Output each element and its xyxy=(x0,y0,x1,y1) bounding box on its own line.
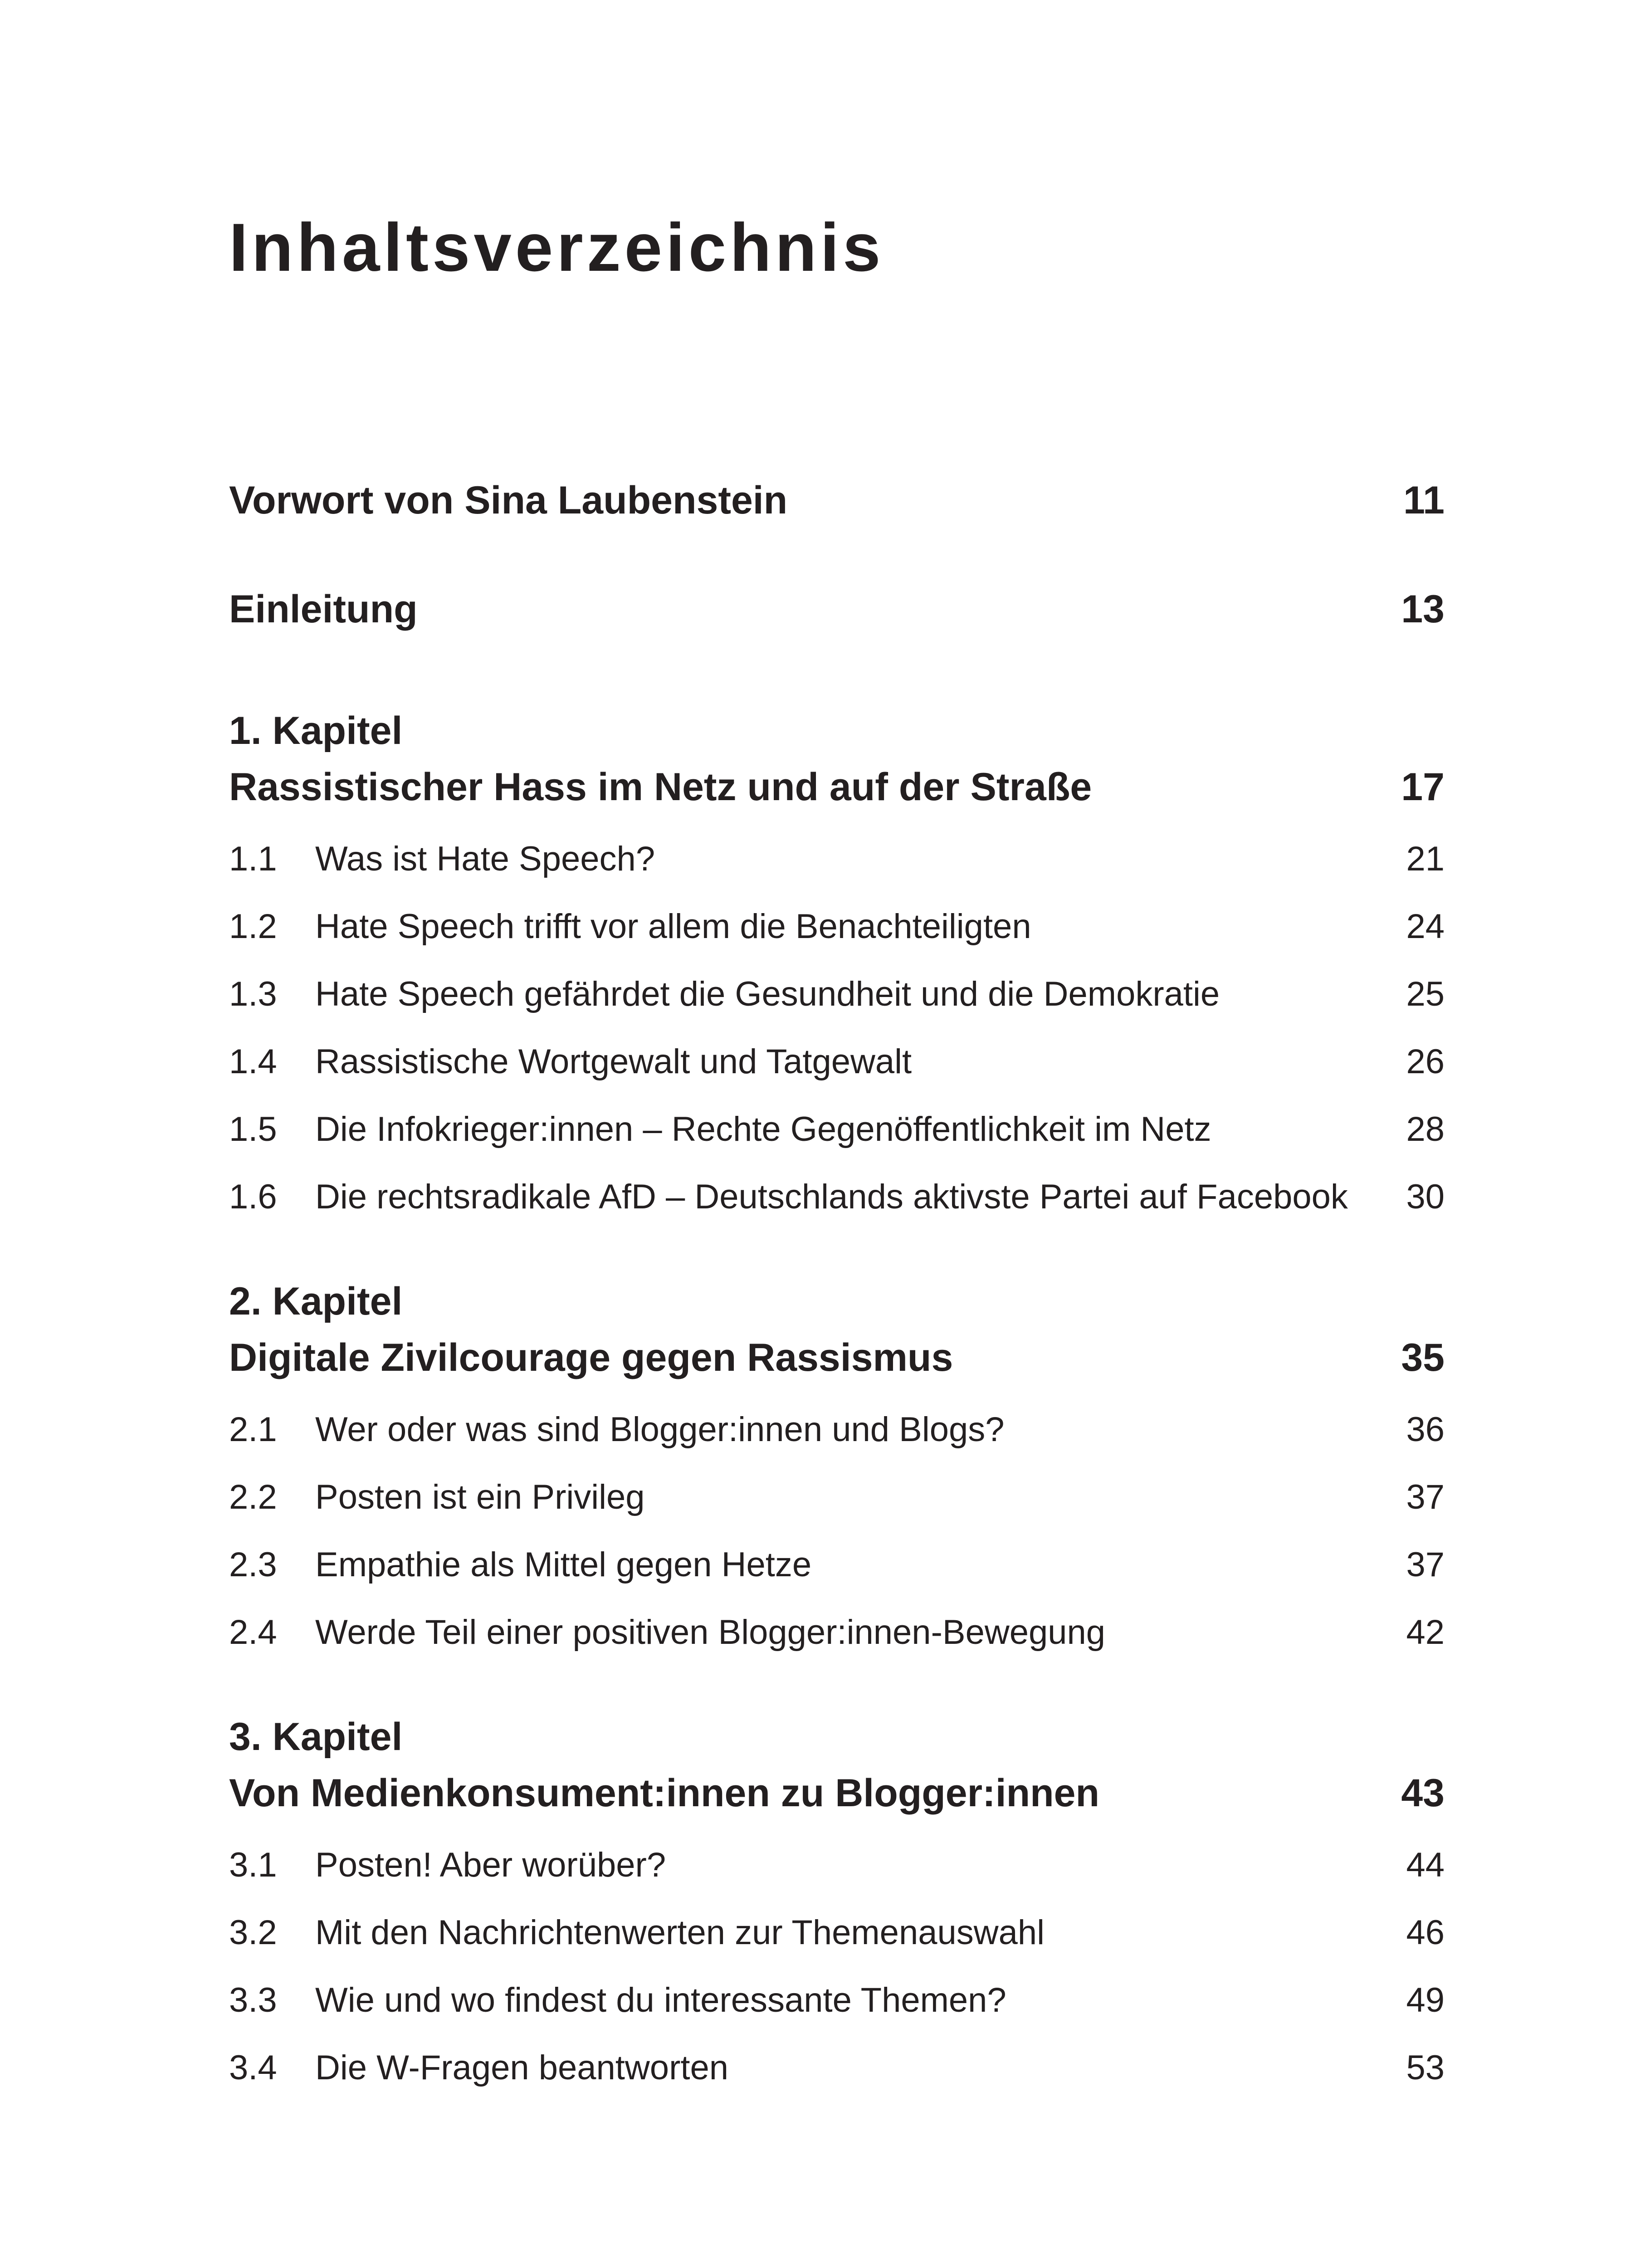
toc-page-number: 17 xyxy=(1401,765,1445,809)
toc-entry-section[interactable] xyxy=(229,842,1445,876)
toc-entry-title: Die Infokrieger:innen – Rechte Gegenöffentlichkeit im Netz xyxy=(315,1110,1211,1149)
toc-entry-title: Digitale Zivilcourage gegen Rassismus xyxy=(229,1336,953,1379)
toc-section-number: 1.3 xyxy=(229,975,277,1013)
toc-entry-section[interactable] xyxy=(229,1848,1445,1882)
toc-section-number: 3.1 xyxy=(229,1846,277,1884)
toc-entry-section[interactable] xyxy=(229,1545,1445,1584)
chapter-heading-3: 3. Kapitel xyxy=(229,1715,403,1759)
toc-entry-title: Von Medienkonsument:innen zu Blogger:innen xyxy=(229,1771,1100,1815)
toc-page-number: 44 xyxy=(1406,1846,1445,1884)
toc-entry-title: Rassistischer Hass im Netz und auf der Straße xyxy=(229,765,1092,809)
toc-page-number: 35 xyxy=(1401,1336,1445,1379)
toc-page-number: 24 xyxy=(1406,907,1445,946)
toc-entry-section[interactable] xyxy=(229,977,1445,1012)
toc-entry-title: Vorwort von Sina Laubenstein xyxy=(229,479,788,522)
toc-page-number: 37 xyxy=(1406,1478,1445,1516)
toc-page-number: 25 xyxy=(1406,975,1445,1013)
toc-section-number: 1.2 xyxy=(229,907,277,946)
toc-section-number: 1.5 xyxy=(229,1110,277,1149)
toc-section-number: 2.3 xyxy=(229,1545,277,1584)
toc-section-number: 1.4 xyxy=(229,1042,277,1081)
toc-entry-title: Die rechtsradikale AfD – Deutschlands aktivste Partei auf Facebook xyxy=(315,1178,1348,1216)
toc-page-number: 36 xyxy=(1406,1410,1445,1449)
toc-entry-title: Werde Teil einer positiven Blogger:innen-Bewegung xyxy=(315,1613,1106,1652)
toc-page-number: 46 xyxy=(1406,1913,1445,1952)
toc-page-number: 53 xyxy=(1406,2048,1445,2087)
toc-page-number: 37 xyxy=(1406,1545,1445,1584)
toc-entry-title: Posten ist ein Privileg xyxy=(315,1478,645,1516)
toc-entry-section[interactable] xyxy=(229,1615,1445,1650)
toc-entry-section[interactable] xyxy=(229,909,1445,944)
toc-page-number: 49 xyxy=(1406,1981,1445,2019)
toc-entry-title: Mit den Nachrichtenwerten zur Themenauswahl xyxy=(315,1913,1045,1952)
page-title: Inhaltsverzeichnis xyxy=(229,209,884,285)
toc-entry-section[interactable] xyxy=(229,1913,1445,1952)
toc-entry-title: Einleitung xyxy=(229,587,418,631)
toc-section-number: 2.4 xyxy=(229,1613,277,1652)
toc-page-number: 13 xyxy=(1401,587,1445,631)
toc-entry-section[interactable] xyxy=(229,2048,1445,2087)
toc-page-number: 28 xyxy=(1406,1110,1445,1149)
toc-section-number: 3.3 xyxy=(229,1981,277,2019)
toc-section-number: 2.2 xyxy=(229,1478,277,1516)
toc-entry-section[interactable] xyxy=(229,1112,1445,1147)
toc-entry-title: Rassistische Wortgewalt und Tatgewalt xyxy=(315,1042,912,1081)
toc-page-number: 26 xyxy=(1406,1042,1445,1081)
chapter-heading-1: 1. Kapitel xyxy=(229,709,403,753)
toc-entry-chapter-1[interactable] xyxy=(229,767,1445,807)
toc-entry-chapter-3[interactable] xyxy=(229,1771,1445,1815)
toc-section-number: 3.4 xyxy=(229,2048,277,2087)
toc-entry-vorwort[interactable] xyxy=(229,481,1445,520)
toc-entry-title: Die W-Fragen beantworten xyxy=(315,2048,729,2087)
toc-section-number: 1.6 xyxy=(229,1178,277,1216)
toc-page-number: 42 xyxy=(1406,1613,1445,1652)
toc-entry-title: Posten! Aber worüber? xyxy=(315,1846,666,1884)
toc-entry-section[interactable] xyxy=(229,1042,1445,1081)
toc-section-number: 2.1 xyxy=(229,1410,277,1449)
toc-entry-section[interactable] xyxy=(229,1410,1445,1449)
toc-page-number: 21 xyxy=(1406,840,1445,878)
toc-page-number: 30 xyxy=(1406,1178,1445,1216)
toc-section-number: 1.1 xyxy=(229,840,277,878)
toc-entry-title: Hate Speech trifft vor allem die Benachteiligten xyxy=(315,907,1031,946)
toc-entry-chapter-2[interactable] xyxy=(229,1338,1445,1377)
toc-entry-title: Wie und wo findest du interessante Themen? xyxy=(315,1981,1006,2019)
chapter-heading-2: 2. Kapitel xyxy=(229,1280,403,1323)
toc-entry-einleitung[interactable] xyxy=(229,587,1445,631)
toc-entry-title: Was ist Hate Speech? xyxy=(315,840,655,878)
toc-page-number: 11 xyxy=(1403,479,1445,522)
toc-entry-title: Hate Speech gefährdet die Gesundheit und die Demokratie xyxy=(315,975,1220,1013)
toc-entry-section[interactable] xyxy=(229,1180,1445,1214)
toc-entry-section[interactable] xyxy=(229,1480,1445,1515)
toc-entry-title: Wer oder was sind Blogger:innen und Blogs? xyxy=(315,1410,1005,1449)
toc-section-number: 3.2 xyxy=(229,1913,277,1952)
toc-entry-section[interactable] xyxy=(229,1983,1445,2018)
toc-page-number: 43 xyxy=(1401,1771,1445,1815)
toc-entry-title: Empathie als Mittel gegen Hetze xyxy=(315,1545,812,1584)
